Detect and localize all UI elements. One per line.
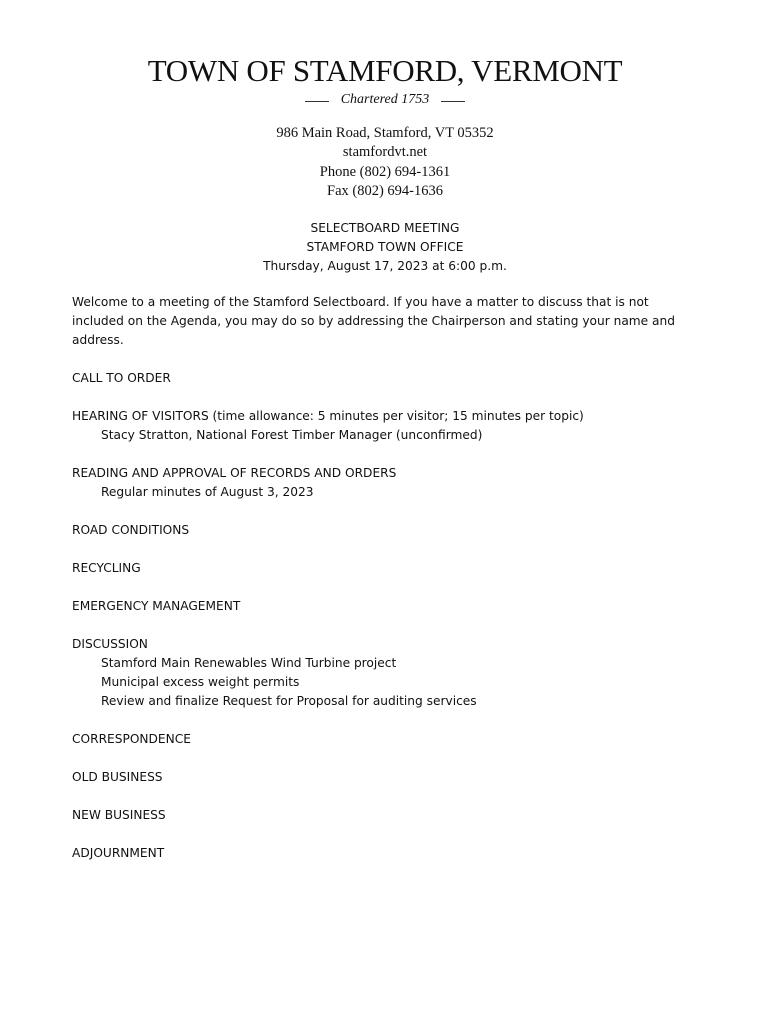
- agenda-body: [72, 293, 702, 863]
- section-heading: ADJOURNMENT: [72, 846, 165, 860]
- chartered-text: Chartered 1753: [340, 92, 430, 107]
- agenda-recycling: [72, 559, 702, 578]
- agenda-discussion: [72, 635, 702, 711]
- meeting-header: [0, 219, 770, 276]
- fax-number: Fax (802) 694-1636: [327, 182, 443, 199]
- agenda-subitem: Review and finalize Request for Proposal for auditing services: [101, 694, 477, 708]
- agenda-subitem: Municipal excess weight permits: [101, 675, 300, 689]
- contact-block: [0, 124, 770, 201]
- section-heading: OLD BUSINESS: [72, 770, 163, 784]
- meeting-datetime: Thursday, August 17, 2023 at 6:00 p.m.: [263, 259, 507, 273]
- meeting-location: STAMFORD TOWN OFFICE: [306, 240, 464, 254]
- agenda-hearing-of-visitors: [72, 407, 702, 445]
- left-rule: [305, 101, 329, 102]
- website-text: stamfordvt.net: [342, 144, 428, 161]
- letterhead: [0, 52, 770, 201]
- welcome-line-2: included on the Agenda, you may do so by addressing the Chairperson and stating your name and: [72, 314, 675, 328]
- section-heading: HEARING OF VISITORS (time allowance: 5 minutes per visitor; 15 minutes per topic): [72, 409, 584, 423]
- agenda-new-business: [72, 806, 702, 825]
- welcome-line-3: address.: [72, 333, 124, 347]
- agenda-subitem: Stacy Stratton, National Forest Timber Manager (unconfirmed): [101, 428, 483, 442]
- street-address: 986 Main Road, Stamford, VT 05352: [276, 125, 494, 141]
- section-heading: READING AND APPROVAL OF RECORDS AND ORDERS: [72, 466, 397, 480]
- town-title: TOWN OF STAMFORD, VERMONT: [147, 53, 623, 88]
- right-rule: [441, 101, 465, 102]
- agenda-old-business: [72, 768, 702, 787]
- section-heading: EMERGENCY MANAGEMENT: [72, 599, 241, 613]
- agenda-reading-approval: [72, 464, 702, 502]
- section-heading: DISCUSSION: [72, 637, 148, 651]
- section-heading: RECYCLING: [72, 561, 141, 575]
- agenda-road-conditions: [72, 521, 702, 540]
- section-heading: CALL TO ORDER: [72, 371, 171, 385]
- meeting-title: SELECTBOARD MEETING: [310, 221, 460, 235]
- agenda-call-to-order: [72, 369, 702, 388]
- phone-number: Phone (802) 694-1361: [319, 163, 451, 180]
- section-heading: CORRESPONDENCE: [72, 732, 191, 746]
- section-heading: ROAD CONDITIONS: [72, 523, 190, 537]
- agenda-subitem: Stamford Main Renewables Wind Turbine project: [101, 656, 397, 670]
- agenda-emergency-management: [72, 597, 702, 616]
- agenda-subitem: Regular minutes of August 3, 2023: [101, 485, 314, 499]
- welcome-paragraph: [72, 293, 702, 350]
- agenda-correspondence: [72, 730, 702, 749]
- agenda-adjournment: [72, 844, 702, 863]
- section-heading: NEW BUSINESS: [72, 808, 166, 822]
- chartered-line: [0, 91, 770, 109]
- welcome-line-1: Welcome to a meeting of the Stamford Selectboard. If you have a matter to discuss that is not: [72, 295, 649, 309]
